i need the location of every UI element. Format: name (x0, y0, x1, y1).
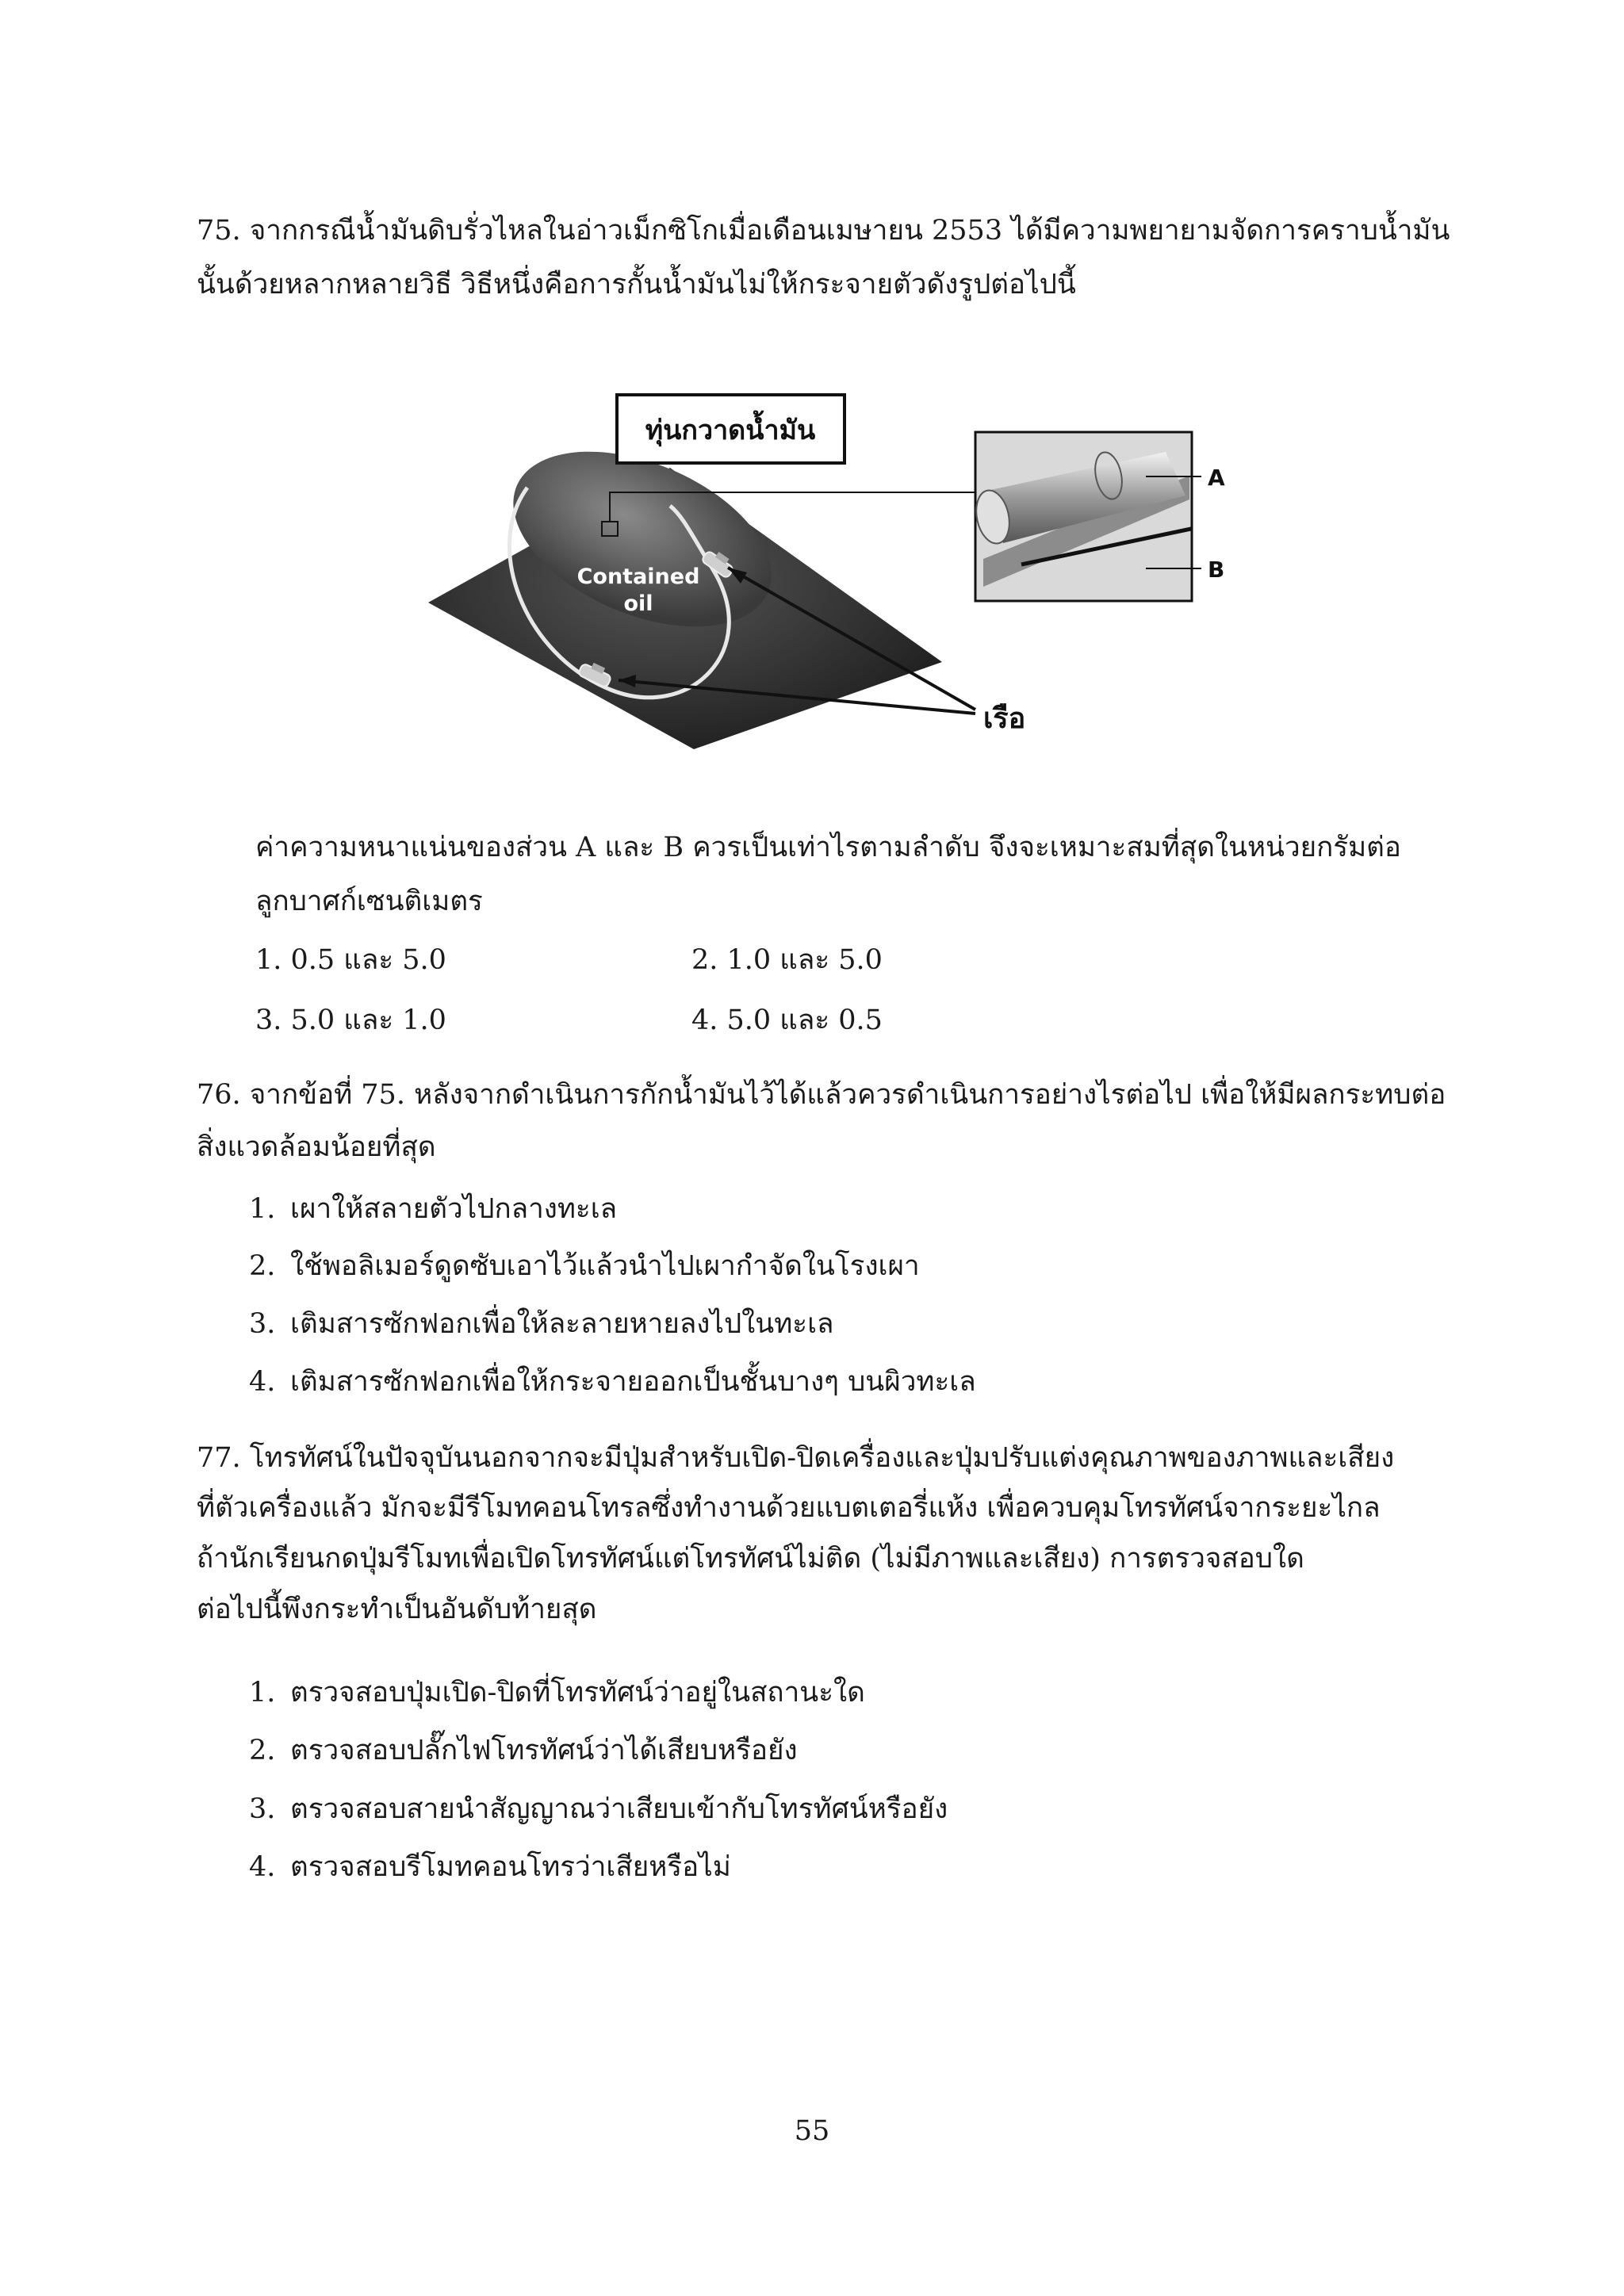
q76-text-line2: สิ่งแวดล้อมน้อยที่สุด (197, 1131, 436, 1163)
contained-oil-label: Contained (576, 564, 700, 589)
option-text: ใช้พอลิเมอร์ดูดซับเอาไว้แล้วนำไปเผากำจัดในโรงเผา (290, 1250, 920, 1282)
label-b: B (1208, 557, 1225, 583)
option-text: เติมสารซักฟอกเพื่อให้กระจายออกเป็นชั้นบางๆ บนผิวทะเล (290, 1366, 976, 1398)
figure-title: ทุ่นกวาดน้ำมัน (645, 415, 816, 446)
q76-option-2 (249, 1246, 920, 1286)
oil-label: oil (623, 591, 653, 616)
q77-text-line1: 77. โทรทัศน์ในปัจจุบันนอกจากจะมีปุ่มสำหรับเปิด-ปิดเครื่องและปุ่มปรับแต่งคุณภาพของภาพและเสียง (197, 1442, 1395, 1474)
q76-option-4 (249, 1362, 976, 1402)
q77-text-line3: ถ้านักเรียนกดปุ่มรีโมทเพื่อเปิดโทรทัศน์แต่โทรทัศน์ไม่ติด (ไม่มีภาพและเสียง) การตรวจสอบใด (197, 1543, 1304, 1575)
q75-option-3: 3. 5.0 และ 1.0 (255, 1004, 446, 1036)
q77-text-line4: ต่อไปนี้พึงกระทำเป็นอันดับท้ายสุด (197, 1594, 597, 1625)
option-number: 4. (249, 1851, 276, 1883)
option-number: 2. (249, 1735, 276, 1766)
q75-question-line1: ค่าความหนาแน่นของส่วน A และ B ควรเป็นเท่าไรตามลำดับ จึงจะเหมาะสมที่สุดในหน่วยกรัมต่อ (255, 832, 1401, 863)
option-text: ตรวจสอบสายนำสัญญาณว่าเสียบเข้ากับโทรทัศน์หรือยัง (290, 1793, 948, 1825)
oil-boom-figure (428, 388, 1225, 761)
option-number: 1. (249, 1677, 276, 1709)
option-text: ตรวจสอบปลั๊กไฟโทรทัศน์ว่าได้เสียบหรือยัง (290, 1735, 798, 1766)
option-text: เติมสารซักฟอกเพื่อให้ละลายหายลงไปในทะเล (290, 1308, 834, 1340)
option-text: เผาให้สลายตัวไปกลางทะเล (290, 1193, 618, 1225)
q75-option-2: 2. 1.0 และ 5.0 (691, 944, 883, 976)
option-text: ตรวจสอบรีโมทคอนโทรว่าเสียหรือไม่ (290, 1851, 731, 1883)
boat-label: เรือ (983, 702, 1026, 735)
option-number: 3. (249, 1793, 276, 1825)
q76-option-1 (249, 1189, 617, 1229)
q75-text-line2: นั้นด้วยหลากหลายวิธี วิธีหนึ่งคือการกั้นน้ำมันไม่ให้กระจายตัวดังรูปต่อไปนี้ (197, 269, 1076, 300)
q75-question-line2: ลูกบาศก์เซนติเมตร (255, 886, 483, 917)
q77-option-2 (249, 1731, 798, 1770)
q77-option-3 (249, 1789, 948, 1829)
page-number: 55 (794, 2115, 830, 2147)
q77-text-line2: ที่ตัวเครื่องแล้ว มักจะมีรีโมทคอนโทรลซึ่งทำงานด้วยแบตเตอรี่แห้ง เพื่อควบคุมโทรทัศน์จากระยะไกล (197, 1492, 1381, 1524)
label-a: A (1208, 465, 1225, 491)
q77-option-1 (249, 1673, 865, 1712)
q77-option-4 (249, 1847, 731, 1887)
option-number: 4. (249, 1366, 276, 1398)
q75-option-4: 4. 5.0 และ 0.5 (691, 1004, 883, 1036)
q76-option-3 (249, 1304, 833, 1344)
option-number: 3. (249, 1308, 276, 1340)
q75-text-line1: 75. จากกรณีน้ำมันดิบรั่วไหลในอ่าวเม็กซิโกเมื่อเดือนเมษายน 2553 ได้มีความพยายามจัดการคราบน้ำมัน (197, 215, 1450, 247)
option-number: 1. (249, 1193, 276, 1225)
q76-text-line1: 76. จากข้อที่ 75. หลังจากดำเนินการกักน้ำมันไว้ได้แล้วควรดำเนินการอย่างไรต่อไป เพื่อให้มีผลกระทบต่อ (197, 1079, 1446, 1111)
option-number: 2. (249, 1250, 276, 1282)
q75-option-1: 1. 0.5 และ 5.0 (255, 944, 446, 976)
option-text: ตรวจสอบปุ่มเปิด-ปิดที่โทรทัศน์ว่าอยู่ในสถานะใด (290, 1677, 865, 1709)
